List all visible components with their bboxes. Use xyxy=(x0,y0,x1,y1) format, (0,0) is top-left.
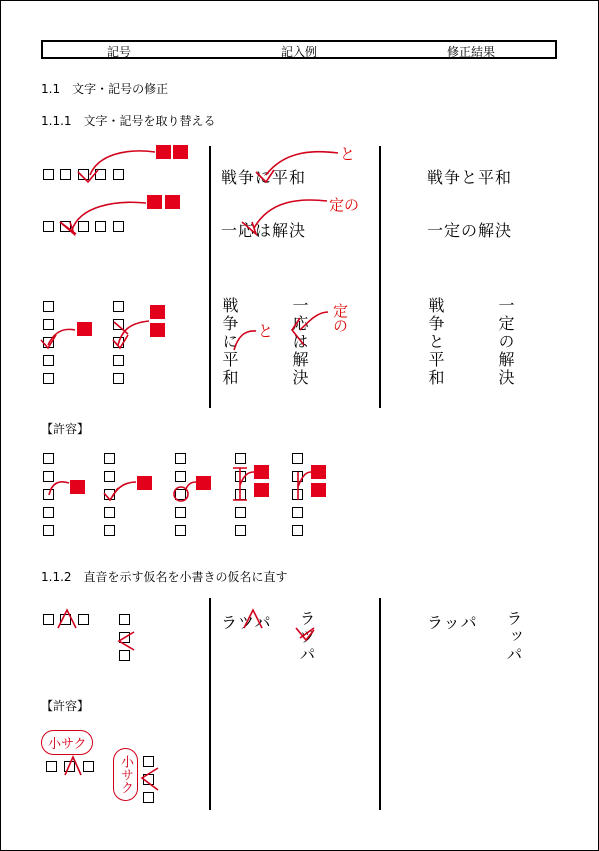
section-1-1-2: 1.1.2 直音を示す仮名を小書きの仮名に直す xyxy=(41,570,288,584)
kana-horizontal-example: ラツパ xyxy=(221,613,272,632)
small-label-horizontal: 小サク xyxy=(41,730,93,755)
allow-label-2: 【許容】 xyxy=(41,699,90,713)
kana-vertical-example: ラツパ xyxy=(297,610,316,664)
vertical-result-2: 一定の解決 xyxy=(496,297,515,387)
vertical-note-1: と xyxy=(258,322,274,340)
small-label-vertical: 小サク xyxy=(113,748,138,801)
section-1-1-1: 1.1.1 文字・記号を取り替える xyxy=(41,114,216,128)
example-1-text: 戦争に平和 xyxy=(221,168,307,187)
vertical-note-2: 定の xyxy=(331,303,349,333)
allow-label-1: 【許容】 xyxy=(41,422,90,436)
kana-vertical-result: ラッパ xyxy=(504,610,523,664)
vertical-example-2: 一応は解決 xyxy=(290,297,309,387)
example-2-result: 一定の解決 xyxy=(427,221,513,240)
example-2-text: 一応は解決 xyxy=(221,221,307,240)
section-1-1: 1.1 文字・記号の修正 xyxy=(41,82,169,96)
example-1-result: 戦争と平和 xyxy=(427,168,513,187)
example-1-note: と xyxy=(340,145,356,163)
header-example: 記入例 xyxy=(281,45,318,59)
vertical-example-1: 戦争に平和 xyxy=(220,297,239,387)
header-result: 修正結果 xyxy=(447,45,496,59)
kana-horizontal-result: ラッパ xyxy=(427,613,478,632)
header-symbol: 記号 xyxy=(107,45,132,59)
vertical-result-1: 戦争と平和 xyxy=(426,297,445,387)
example-2-note: 定の xyxy=(329,196,360,214)
